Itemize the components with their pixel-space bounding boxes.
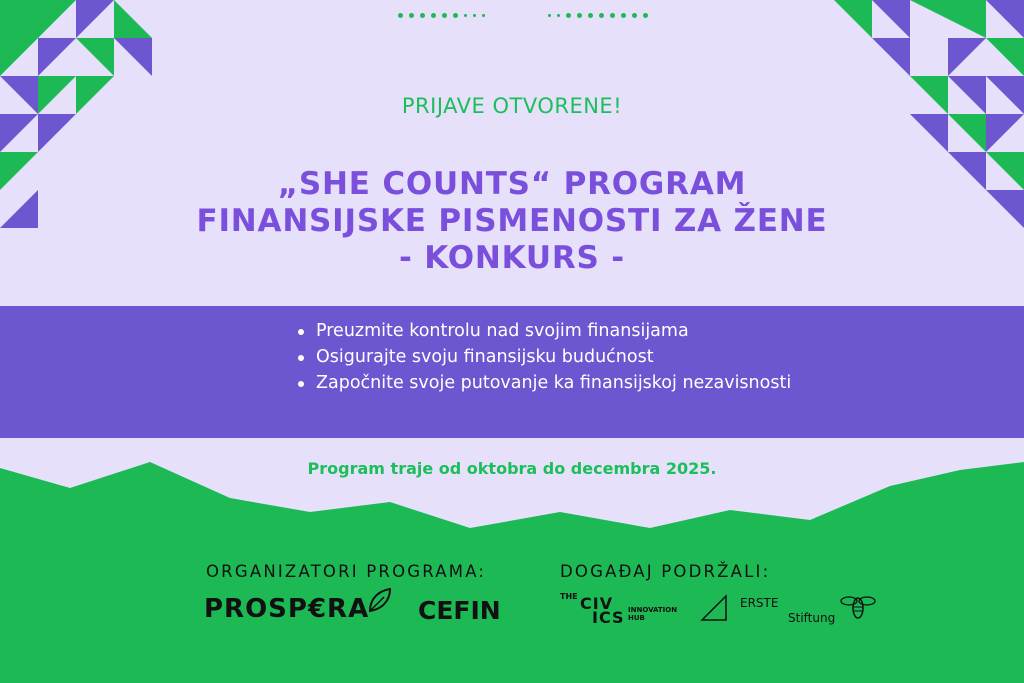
decorative-dots-right xyxy=(548,10,648,20)
bee-icon xyxy=(840,590,876,624)
organizers-label: ORGANIZATORI PROGRAMA: xyxy=(206,562,487,581)
civics-the: THE xyxy=(560,592,578,601)
erste-line-1: ERSTE xyxy=(740,596,779,610)
green-hills xyxy=(0,462,1024,683)
benefit-item: Preuzmite kontrolu nad svojim finansijama xyxy=(296,318,816,344)
program-title xyxy=(0,166,1024,277)
prospera-logo: PROSP€RA xyxy=(204,594,370,624)
benefit-item: Započnite svoje putovanje ka finansijskoj nezavisnosti xyxy=(296,370,816,396)
leaf-icon xyxy=(364,585,394,615)
civics-bottom: ICS xyxy=(592,608,625,627)
erste-line-2: Stiftung xyxy=(788,611,836,625)
applications-open-heading: PRIJAVE OTVORENE! xyxy=(401,94,623,118)
civics-hub: INNOVATION HUB xyxy=(628,606,678,622)
supporters-label: DOGAĐAJ PODRŽALI: xyxy=(560,562,771,581)
title-line-1: „SHE COUNTS“ PROGRAM xyxy=(277,166,747,202)
title-line-3: - KONKURS - xyxy=(399,240,625,276)
civics-top: CIV xyxy=(580,594,614,613)
benefits-list xyxy=(296,318,816,396)
benefit-item: Osigurajte svoju finansijsku budućnost xyxy=(296,344,816,370)
civic-badge-icon xyxy=(700,592,728,622)
cefin-logo: CEFIN xyxy=(418,596,501,625)
civics-innovation-hub-logo xyxy=(560,592,690,628)
erste-stiftung-logo xyxy=(740,596,835,626)
title-line-2: FINANSIJSKE PISMENOSTI ZA ŽENE xyxy=(196,203,828,239)
program-duration: Program traje od oktobra do decembra 2025. xyxy=(307,459,717,478)
decorative-dots-left xyxy=(398,10,485,20)
